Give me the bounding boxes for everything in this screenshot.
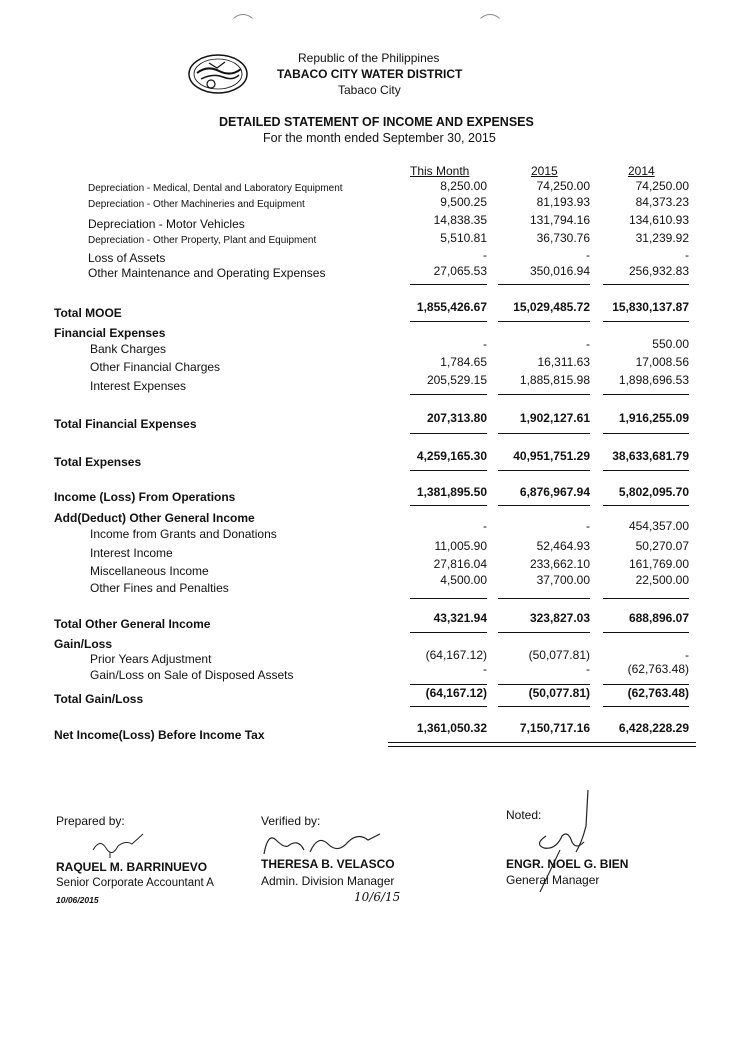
row-label: Miscellaneous Income: [90, 564, 209, 578]
row-label: Income (Loss) From Operations: [54, 490, 236, 504]
row-label: Gain/Loss on Sale of Disposed Assets: [90, 668, 294, 682]
row-value-col3: 31,239.92: [635, 231, 689, 245]
rule-line: [410, 684, 487, 685]
row-value-col1: -: [483, 662, 487, 676]
row-label: Total Other General Income: [54, 617, 211, 631]
statement-title: DETAILED STATEMENT OF INCOME AND EXPENSES: [219, 115, 534, 129]
row-value-col2: -: [586, 337, 590, 351]
row-value-col1: -: [483, 519, 487, 533]
row-label: Total MOOE: [54, 306, 122, 320]
statement-subtitle: For the month ended September 30, 2015: [263, 131, 496, 145]
row-value-col3: (62,763.48): [627, 686, 689, 700]
row-value-col2: 350,016.94: [529, 264, 590, 278]
row-value-col1: 27,065.53: [433, 264, 487, 278]
row-value-col1: 11,005.90: [434, 539, 487, 553]
row-value-col3: 17,008.56: [635, 355, 689, 369]
rule-line: [603, 598, 689, 599]
row-value-col3: 688,896.07: [628, 611, 689, 625]
row-value-col3: 74,250.00: [635, 179, 689, 193]
rule-line: [498, 470, 590, 471]
row-label: Interest Expenses: [90, 379, 187, 393]
row-value-col3: 84,373.23: [635, 195, 689, 209]
prepared-by-label: Prepared by:: [56, 814, 125, 828]
row-value-col2: 15,029,485.72: [513, 300, 590, 314]
row-label: Net Income(Loss) Before Income Tax: [54, 728, 265, 742]
row-value-col3: 256,932.83: [628, 264, 689, 278]
rule-line: [603, 321, 689, 322]
header-city: Tabaco City: [338, 83, 401, 97]
row-value-col1: 43,321.94: [433, 611, 487, 625]
verified-date: 10/6/15: [354, 890, 401, 904]
rule-line: [498, 394, 590, 395]
row-value-col2: -: [586, 248, 590, 262]
column-header-2015: 2015: [531, 164, 558, 178]
rule-line: [603, 706, 689, 707]
row-value-col3: -: [685, 648, 689, 662]
rule-line: [603, 284, 689, 285]
row-label: Add(Deduct) Other General Income: [54, 511, 255, 525]
row-label: Income from Grants and Donations: [90, 527, 277, 541]
row-label: Gain/Loss: [54, 637, 113, 651]
rule-line: [410, 598, 487, 599]
row-value-col2: 36,730.76: [536, 231, 590, 245]
verified-by-name: THERESA B. VELASCO: [261, 857, 395, 871]
prepared-by-name: RAQUEL M. BARRINUEVO: [56, 860, 208, 874]
row-value-col3: 454,357.00: [628, 519, 689, 533]
row-value-col3: 1,898,696.53: [618, 373, 689, 387]
row-value-col2: 233,662.10: [529, 557, 590, 571]
water-district-logo: [187, 53, 249, 95]
row-label: Depreciation - Other Property, Plant and Equipment: [88, 235, 317, 246]
rule-line: [603, 394, 689, 395]
row-value-col2: 6,876,967.94: [519, 485, 590, 499]
row-value-col2: 1,902,127.61: [519, 411, 590, 425]
row-value-col1: 1,855,426.67: [416, 300, 487, 314]
row-label: Total Expenses: [54, 455, 142, 469]
row-label: Financial Expenses: [54, 326, 166, 340]
row-value-col1: (64,167.12): [425, 686, 487, 700]
rule-line: [498, 632, 590, 633]
noted-label: Noted:: [506, 808, 542, 822]
row-value-col3: 5,802,095.70: [618, 485, 689, 499]
row-value-col1: -: [483, 248, 487, 262]
rule-line: [498, 684, 590, 685]
row-label: Total Financial Expenses: [54, 417, 197, 431]
punch-mark-right: [476, 14, 504, 42]
column-header-this-month: This Month: [410, 164, 470, 178]
prepared-signature: [88, 830, 148, 858]
rule-line: [410, 394, 487, 395]
column-header-2014: 2014: [628, 164, 655, 178]
row-value-col2: 323,827.03: [529, 611, 590, 625]
header-agency-name: TABACO CITY WATER DISTRICT: [277, 67, 463, 81]
row-value-col2: 52,464.93: [536, 539, 590, 553]
rule-line: [498, 321, 590, 322]
verified-by-title: Admin. Division Manager: [261, 874, 395, 888]
rule-line: [498, 598, 590, 599]
noted-name: ENGR. NOEL G. BIEN: [506, 857, 629, 871]
row-value-col3: 38,633,681.79: [612, 449, 689, 463]
row-value-col3: -: [685, 248, 689, 262]
rule-line: [410, 470, 487, 471]
row-label: Bank Charges: [90, 342, 167, 356]
row-value-col2: 131,794.16: [529, 213, 590, 227]
prepared-by-title: Senior Corporate Accountant A: [56, 877, 214, 889]
row-label: Other Fines and Penalties: [90, 581, 229, 595]
row-label: Depreciation - Motor Vehicles: [88, 217, 245, 231]
row-label: Depreciation - Other Machineries and Equipment: [88, 199, 305, 210]
row-label: Other Financial Charges: [90, 360, 221, 374]
row-value-col3: 6,428,228.29: [618, 721, 689, 735]
row-value-col2: -: [586, 662, 590, 676]
row-value-col2: -: [586, 519, 590, 533]
row-value-col1: 5,510.81: [440, 231, 487, 245]
rule-line: [498, 505, 590, 506]
row-value-col1: 1,381,895.50: [416, 485, 487, 499]
rule-line: [603, 632, 689, 633]
rule-line: [410, 706, 487, 707]
rule-line: [410, 321, 487, 322]
row-value-col1: 1,361,050.32: [416, 721, 487, 735]
punch-mark-left: [229, 14, 257, 42]
rule-line: [410, 505, 487, 506]
row-label: Loss of Assets: [88, 251, 166, 265]
row-value-col2: 16,311.63: [537, 355, 590, 369]
row-label: Total Gain/Loss: [54, 692, 144, 706]
rule-line: [603, 505, 689, 506]
rule-line: [498, 284, 590, 285]
rule-line: [603, 433, 689, 434]
row-value-col1: -: [483, 337, 487, 351]
row-label: Other Maintenance and Operating Expenses: [88, 266, 326, 280]
rule-line: [410, 433, 487, 434]
row-value-col1: 207,313.80: [426, 411, 487, 425]
row-value-col3: 22,500.00: [635, 573, 689, 587]
row-value-col2: 7,150,717.16: [519, 721, 590, 735]
header-republic: Republic of the Philippines: [298, 51, 440, 65]
rule-line: [498, 433, 590, 434]
row-value-col2: 81,193.93: [536, 195, 590, 209]
row-value-col1: 9,500.25: [440, 195, 487, 209]
row-value-col1: (64,167.12): [425, 648, 487, 662]
verified-by-label: Verified by:: [261, 814, 321, 828]
row-value-col3: (62,763.48): [627, 662, 689, 676]
rule-line: [603, 470, 689, 471]
rule-line: [410, 284, 487, 285]
rule-line: [498, 706, 590, 707]
row-value-col2: 40,951,751.29: [513, 449, 590, 463]
row-label: Prior Years Adjustment: [90, 652, 212, 666]
row-label: Interest Income: [90, 546, 173, 560]
rule-line: [603, 684, 689, 685]
row-label: Depreciation - Medical, Dental and Laboratory Equipment: [88, 183, 343, 194]
row-value-col1: 4,259,165.30: [416, 449, 487, 463]
row-value-col1: 4,500.00: [440, 573, 487, 587]
row-value-col1: 8,250.00: [440, 179, 487, 193]
row-value-col2: 74,250.00: [536, 179, 590, 193]
double-rule-line: [388, 742, 696, 747]
row-value-col3: 161,769.00: [628, 557, 689, 571]
row-value-col3: 550.00: [652, 337, 689, 351]
row-value-col2: 37,700.00: [536, 573, 590, 587]
verified-signature: [258, 826, 388, 860]
row-value-col1: 14,838.35: [433, 213, 487, 227]
row-value-col3: 1,916,255.09: [618, 411, 689, 425]
row-value-col3: 15,830,137.87: [612, 300, 689, 314]
row-value-col2: (50,077.81): [528, 648, 590, 662]
row-value-col1: 27,816.04: [433, 557, 487, 571]
row-value-col3: 134,610.93: [628, 213, 689, 227]
prepared-date: 10/06/2015: [56, 895, 99, 905]
row-value-col1: 205,529.15: [426, 373, 487, 387]
row-value-col3: 50,270.07: [635, 539, 689, 553]
row-value-col1: 1,784.65: [440, 355, 487, 369]
rule-line: [410, 632, 487, 633]
row-value-col2: 1,885,815.98: [519, 373, 590, 387]
row-value-col2: (50,077.81): [528, 686, 590, 700]
noted-title: General Manager: [506, 873, 600, 887]
